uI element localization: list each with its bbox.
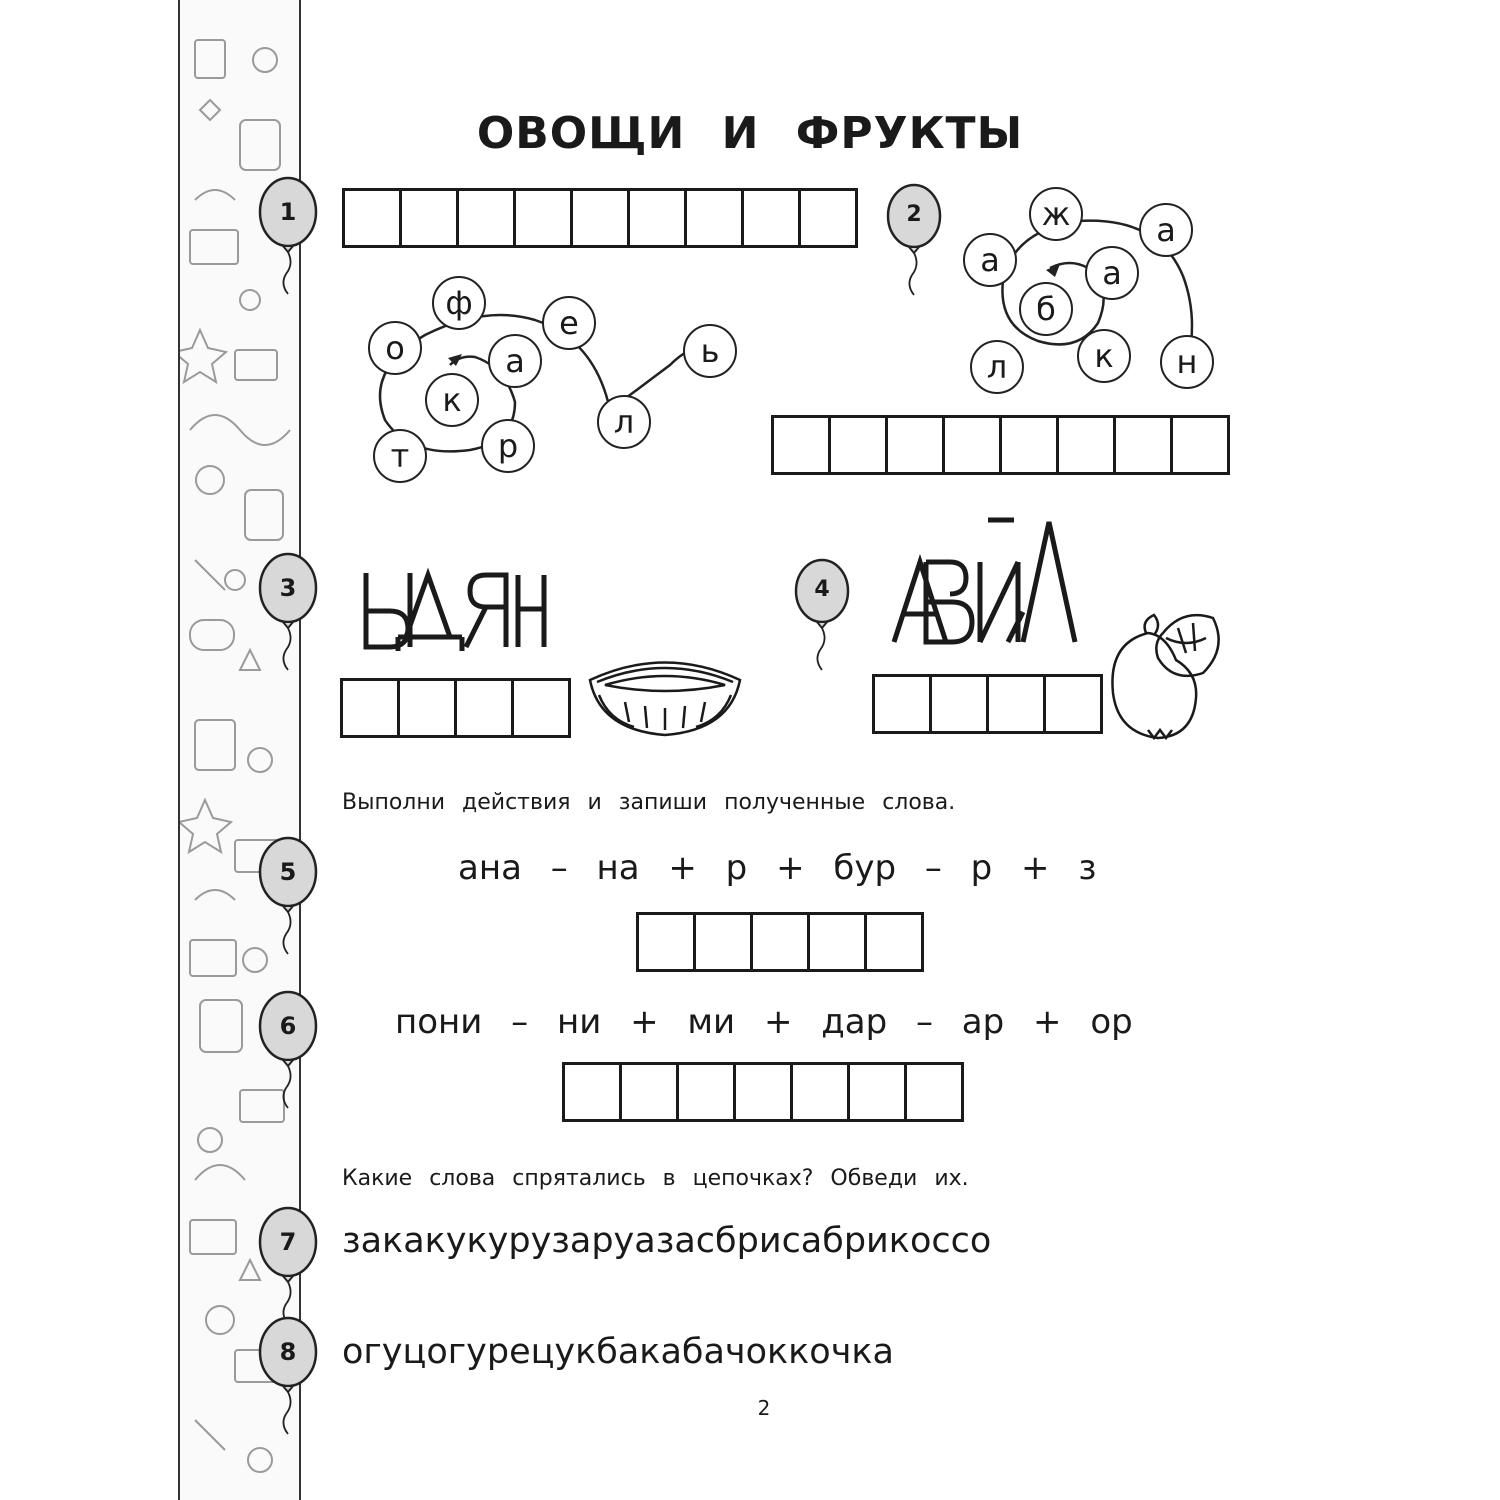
letter-circle: к bbox=[425, 373, 479, 427]
answer-cell[interactable] bbox=[850, 1065, 907, 1119]
answer-cell[interactable] bbox=[888, 418, 945, 472]
badge-number: 3 bbox=[279, 574, 297, 602]
answer-cell[interactable] bbox=[459, 191, 516, 245]
balloon-icon bbox=[260, 178, 316, 294]
overlapping-letters-puzzle-4 bbox=[888, 512, 1088, 652]
badge-number: 4 bbox=[814, 577, 830, 602]
answer-cell[interactable] bbox=[875, 677, 932, 731]
instruction-text: Какие слова спрятались в цепочках? Обведи их. bbox=[342, 1166, 969, 1191]
answer-cell[interactable] bbox=[402, 191, 459, 245]
answer-cell[interactable] bbox=[736, 1065, 793, 1119]
answer-cell[interactable] bbox=[1173, 418, 1227, 472]
letter-circle: н bbox=[1160, 335, 1214, 389]
word-equation-6: пони – ни + ми + дар – ар + ор bbox=[395, 1002, 1133, 1042]
answer-grid-5[interactable] bbox=[636, 912, 924, 972]
answer-cell[interactable] bbox=[989, 677, 1046, 731]
answer-cell[interactable] bbox=[1059, 418, 1116, 472]
letter-chain-8[interactable]: огуцогурецукбакабачоккочка bbox=[342, 1332, 894, 1372]
answer-cell[interactable] bbox=[696, 915, 753, 969]
badge-number: 2 bbox=[906, 202, 922, 227]
page-number: 2 bbox=[757, 1396, 771, 1420]
answer-cell[interactable] bbox=[1002, 418, 1059, 472]
instruction-text: Выполни действия и запиши полученные слова. bbox=[342, 790, 956, 815]
answer-cell[interactable] bbox=[907, 1065, 961, 1119]
answer-cell[interactable] bbox=[744, 191, 801, 245]
answer-cell[interactable] bbox=[753, 915, 810, 969]
answer-cell[interactable] bbox=[400, 681, 457, 735]
answer-cell[interactable] bbox=[679, 1065, 736, 1119]
badge-number: 5 bbox=[279, 858, 297, 886]
letter-circle: т bbox=[373, 429, 427, 483]
answer-cell[interactable] bbox=[565, 1065, 622, 1119]
letter-circle: ф bbox=[432, 276, 486, 330]
answer-cell[interactable] bbox=[1046, 677, 1100, 731]
answer-grid-2[interactable] bbox=[771, 415, 1230, 475]
answer-grid-1[interactable] bbox=[342, 188, 858, 248]
overlapping-letters-puzzle-3 bbox=[358, 565, 558, 655]
answer-cell[interactable] bbox=[793, 1065, 850, 1119]
answer-cell[interactable] bbox=[774, 418, 831, 472]
badge-number: 7 bbox=[279, 1228, 297, 1256]
melon-slice-icon bbox=[585, 650, 745, 740]
badge-number: 6 bbox=[279, 1012, 297, 1040]
letter-circle: л bbox=[970, 340, 1024, 394]
answer-cell[interactable] bbox=[932, 677, 989, 731]
letter-circle: ж bbox=[1029, 187, 1083, 241]
answer-cell[interactable] bbox=[630, 191, 687, 245]
quince-fruit-icon bbox=[1108, 608, 1228, 743]
balloon-icon bbox=[260, 554, 316, 670]
answer-cell[interactable] bbox=[573, 191, 630, 245]
answer-grid-6[interactable] bbox=[562, 1062, 964, 1122]
balloon-icon bbox=[260, 838, 316, 954]
badge-number: 1 bbox=[279, 198, 297, 226]
badge-number: 8 bbox=[279, 1338, 297, 1366]
letter-circle: а bbox=[1085, 246, 1139, 300]
answer-cell[interactable] bbox=[831, 418, 888, 472]
letter-circle: а bbox=[488, 334, 542, 388]
answer-cell[interactable] bbox=[867, 915, 921, 969]
page-title: ОВОЩИ И ФРУКТЫ bbox=[476, 108, 1024, 159]
answer-grid-4[interactable] bbox=[872, 674, 1103, 734]
letter-circle: а bbox=[963, 233, 1017, 287]
answer-cell[interactable] bbox=[516, 191, 573, 245]
letter-circle: б bbox=[1019, 282, 1073, 336]
answer-cell[interactable] bbox=[343, 681, 400, 735]
answer-cell[interactable] bbox=[639, 915, 696, 969]
letter-chain-7[interactable]: закакукурузаруазасбрисабрикоссо bbox=[342, 1221, 992, 1261]
answer-cell[interactable] bbox=[801, 191, 855, 245]
balloon-icon bbox=[260, 992, 316, 1108]
letter-circle: р bbox=[481, 419, 535, 473]
letter-circle: е bbox=[542, 296, 596, 350]
answer-grid-3[interactable] bbox=[340, 678, 571, 738]
letter-circle: к bbox=[1077, 329, 1131, 383]
answer-cell[interactable] bbox=[810, 915, 867, 969]
letter-circle: л bbox=[597, 395, 651, 449]
letter-circle: ь bbox=[683, 324, 737, 378]
answer-cell[interactable] bbox=[1116, 418, 1173, 472]
answer-cell[interactable] bbox=[345, 191, 402, 245]
letter-circle: а bbox=[1139, 203, 1193, 257]
word-equation-5: ана – на + р + бур – р + з bbox=[458, 848, 1097, 888]
answer-cell[interactable] bbox=[514, 681, 568, 735]
answer-cell[interactable] bbox=[457, 681, 514, 735]
letter-circle: о bbox=[368, 321, 422, 375]
balloon-icon bbox=[260, 1208, 316, 1324]
answer-cell[interactable] bbox=[945, 418, 1002, 472]
answer-cell[interactable] bbox=[687, 191, 744, 245]
answer-cell[interactable] bbox=[622, 1065, 679, 1119]
